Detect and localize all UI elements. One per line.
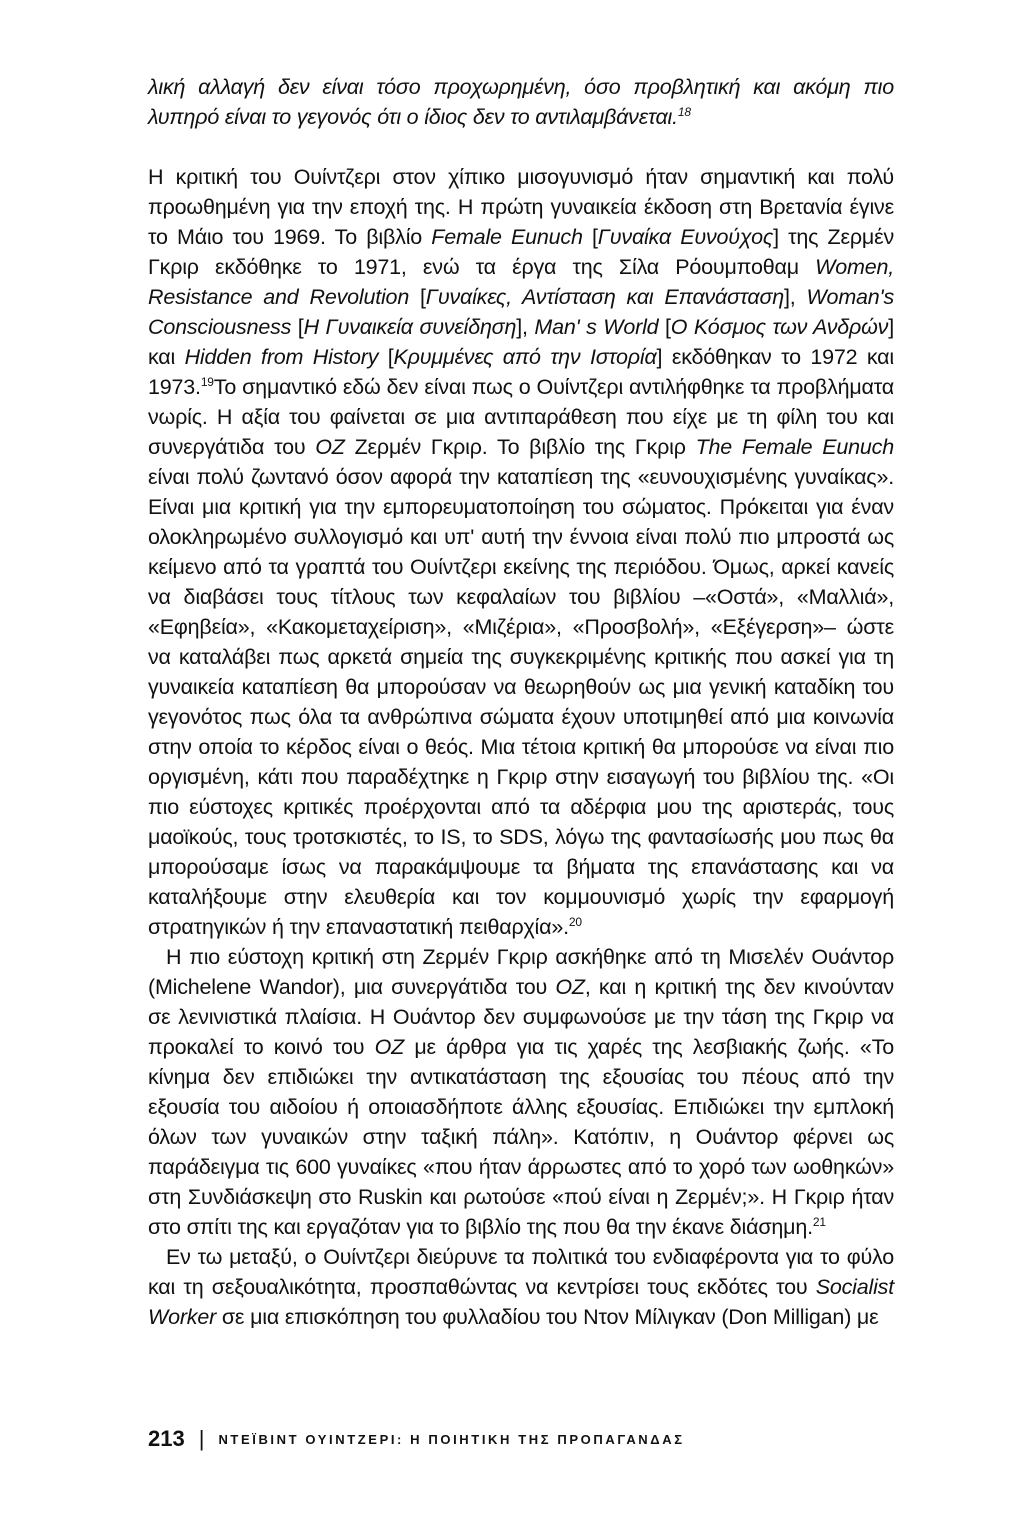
running-title: ΝΤΕΪΒΙΝΤ ΟΥΙΝΤΖΕΡΙ: Η ΠΟΙΗΤΙΚΗ ΤΗΣ ΠΡΟΠΑΓΑΝΔΑΣ bbox=[218, 1431, 685, 1447]
book-title: Hidden from History bbox=[184, 345, 379, 369]
page-footer bbox=[148, 1426, 894, 1452]
paragraph-1: Η κριτική του Ουίντζερι στον χίπικο μισογυνισμό ήταν σημαντική και πολύ προωθημένη για την εποχή της. Η πρώτη γυναικεία έκδοση στη Βρετανία έγινε το Μάιο του 1969. Το βιβλίο Female Eunuch [Γυναίκα Ευνούχος] της Ζερμέν Γκριρ εκδόθηκε το 1971, ενώ τα έργα της Σίλα Ρόουμποθαμ Women, Resistance and Revolution [Γυναίκες, Αντίσταση και Επανάσταση], Woman's Consciousness [Η Γυναικεία συνείδηση], Man' s World [Ο Κόσμος των Ανδρών] και Hidden from History [Κρυμμένες από την Ιστορία] εκδόθηκαν το 1972 και 1973.19Το σημαντικό εδώ δεν είναι πως ο Ουίντζερι αντιλήφθηκε τα προβλήματα νωρίς. Η αξία του φαίνεται σε μια αντιπαράθεση που είχε με τη φίλη του και συνεργάτιδα του OZ Ζερμέν Γκριρ. Το βιβλίο της Γκριρ The Female Eunuch είναι πολύ ζωντανό όσον αφορά την καταπίεση της «ευνουχισμένης γυναίκας». Είναι μια κριτική για την εμπορευματοποίηση του σώματος. Πρόκειται για έναν ολοκληρωμένο συλλογισμό και υπ' αυτή την έννοια είναι πολύ πιο μπροστά ως κείμενο από τα γραπτά του Ουίντζερι εκείνης της περιόδου. Όμως, αρκεί κανείς να διαβάσει τους τίτλους των κεφαλαίων του βιβλίου –«Οστά», «Μαλλιά», «Εφηβεία», «Κακομεταχείριση», «Μιζέρια», «Προσβολή», «Εξέγερση»– ώστε να καταλάβει πως αρκετά σημεία της συγκεκριμένης κριτικής που ασκεί για τη γυναικεία καταπίεση θα μπορούσαν να θεωρηθούν ως μια γενική καταδίκη του γεγονότος πως όλα τα ανθρώπινα σώματα έχουν υποτιμηθεί από μια κοινωνία στην οποία το κέρδος είναι ο θεός. Μια τέτοια κριτική θα μπορούσε να είναι πιο οργισμένη, κάτι που παραδέχτηκε η Γκριρ στην εισαγωγή του βιβλίου της. «Οι πιο εύστοχες κριτικές προέρχονται από τα αδέρφια μου της αριστεράς, τους μαοϊκούς, τους τροτσκιστές, το IS, το SDS, λόγω της φαντασίωσής μου πως θα μπορούσαμε ίσως να παρακάμψουμε τα βήματα της επανάστασης και να καταλήξουμε στην ελευθερία και τον κομμουνισμό χωρίς την εφαρμογή στρατηγικών ή την επαναστατική πειθαρχία».$^{20}$ bbox=[148, 165, 895, 939]
book-title: Κρυμμένες από την Ιστορία bbox=[393, 345, 657, 369]
newspaper-title: Socialist Worker bbox=[148, 1275, 894, 1329]
paragraph-2: Η πιο εύστοχη κριτική στη Ζερμέν Γκριρ ασκήθηκε από τη Μισελέν Ουάντορ (Michelene Wandor), μια συνεργάτιδα του OZ, και η κριτική της δεν κινούνταν σε λενινιστικά πλαίσια. Η Ουάντορ δεν συμφωνούσε με την τάση της Γκριρ να προκαλεί το κοινό του OZ με άρθρα για τις χαρές της λεσβιακής ζωής. «Το κίνημα δεν επιδιώκει την αντικατάσταση της εξουσίας του πέους από την εξουσία του αιδοίου ή οποιασδήποτε άλλης εξουσίας. Επιδιώκει την εμπλοκή όλων των γυναικών στην ταξική πάλη». Κατόπιν, η Ουάντορ φέρνει ως παράδειγμα τις 600 γυναίκες «που ήταν άρρωστες από το χορό των ωοθηκών» στη Συνδιάσκεψη στο Ruskin και ρωτούσε «πού είναι η Ζερμέν;». Η Γκριρ ήταν στο σπίτι της και εργαζόταν για το βιβλίο της που θα την έκανε διάσημη.$^{21}$ bbox=[148, 945, 894, 1239]
book-title: The Female Eunuch bbox=[695, 435, 894, 459]
magazine-title: OZ bbox=[555, 975, 585, 999]
footnote-marker: 21 bbox=[812, 1214, 826, 1229]
book-title: Ο Κόσμος των Ανδρών bbox=[670, 315, 889, 339]
book-title: Woman's Consciousness bbox=[148, 285, 894, 339]
paragraph-3: Εν τω μεταξύ, ο Ουίντζερι διεύρυνε τα πολιτικά του ενδιαφέροντα για το φύλο και τη σεξουαλικότητα, προσπαθώντας να κεντρίσει τους εκδότες του Socialist Worker σε μια επισκόπηση του φυλλαδίου του Ντον Μίλιγκαν (Don Milligan) με bbox=[148, 1245, 894, 1329]
book-title: Γυναίκα Ευνούχος bbox=[597, 225, 774, 249]
body-text bbox=[148, 72, 894, 1332]
book-title: Man' s World bbox=[534, 315, 659, 339]
book-title: Γυναίκες, Αντίσταση και Επανάσταση bbox=[425, 285, 784, 309]
magazine-title: OZ bbox=[374, 1035, 405, 1059]
footer-separator: | bbox=[198, 1426, 205, 1451]
page-number: 213 bbox=[148, 1426, 185, 1451]
footnote-marker: 19 bbox=[200, 374, 214, 389]
magazine-title: OZ bbox=[315, 435, 345, 459]
quote-continuation: λική αλλαγή δεν είναι τόσο προχωρημένη, όσο προβλητική και ακόμη πιο λυπηρό είναι το γεγονός ότι ο ίδιος δεν το αντιλαμβάνεται.$^{18}$ bbox=[148, 75, 894, 129]
book-title: Η Γυναικεία συνείδηση bbox=[303, 315, 517, 339]
footnote-marker: 20 bbox=[568, 914, 582, 929]
book-title: Female Eunuch bbox=[431, 225, 583, 249]
footnote-marker: 18 bbox=[677, 104, 691, 119]
book-title: Women, Resistance and Revolution bbox=[148, 255, 894, 309]
